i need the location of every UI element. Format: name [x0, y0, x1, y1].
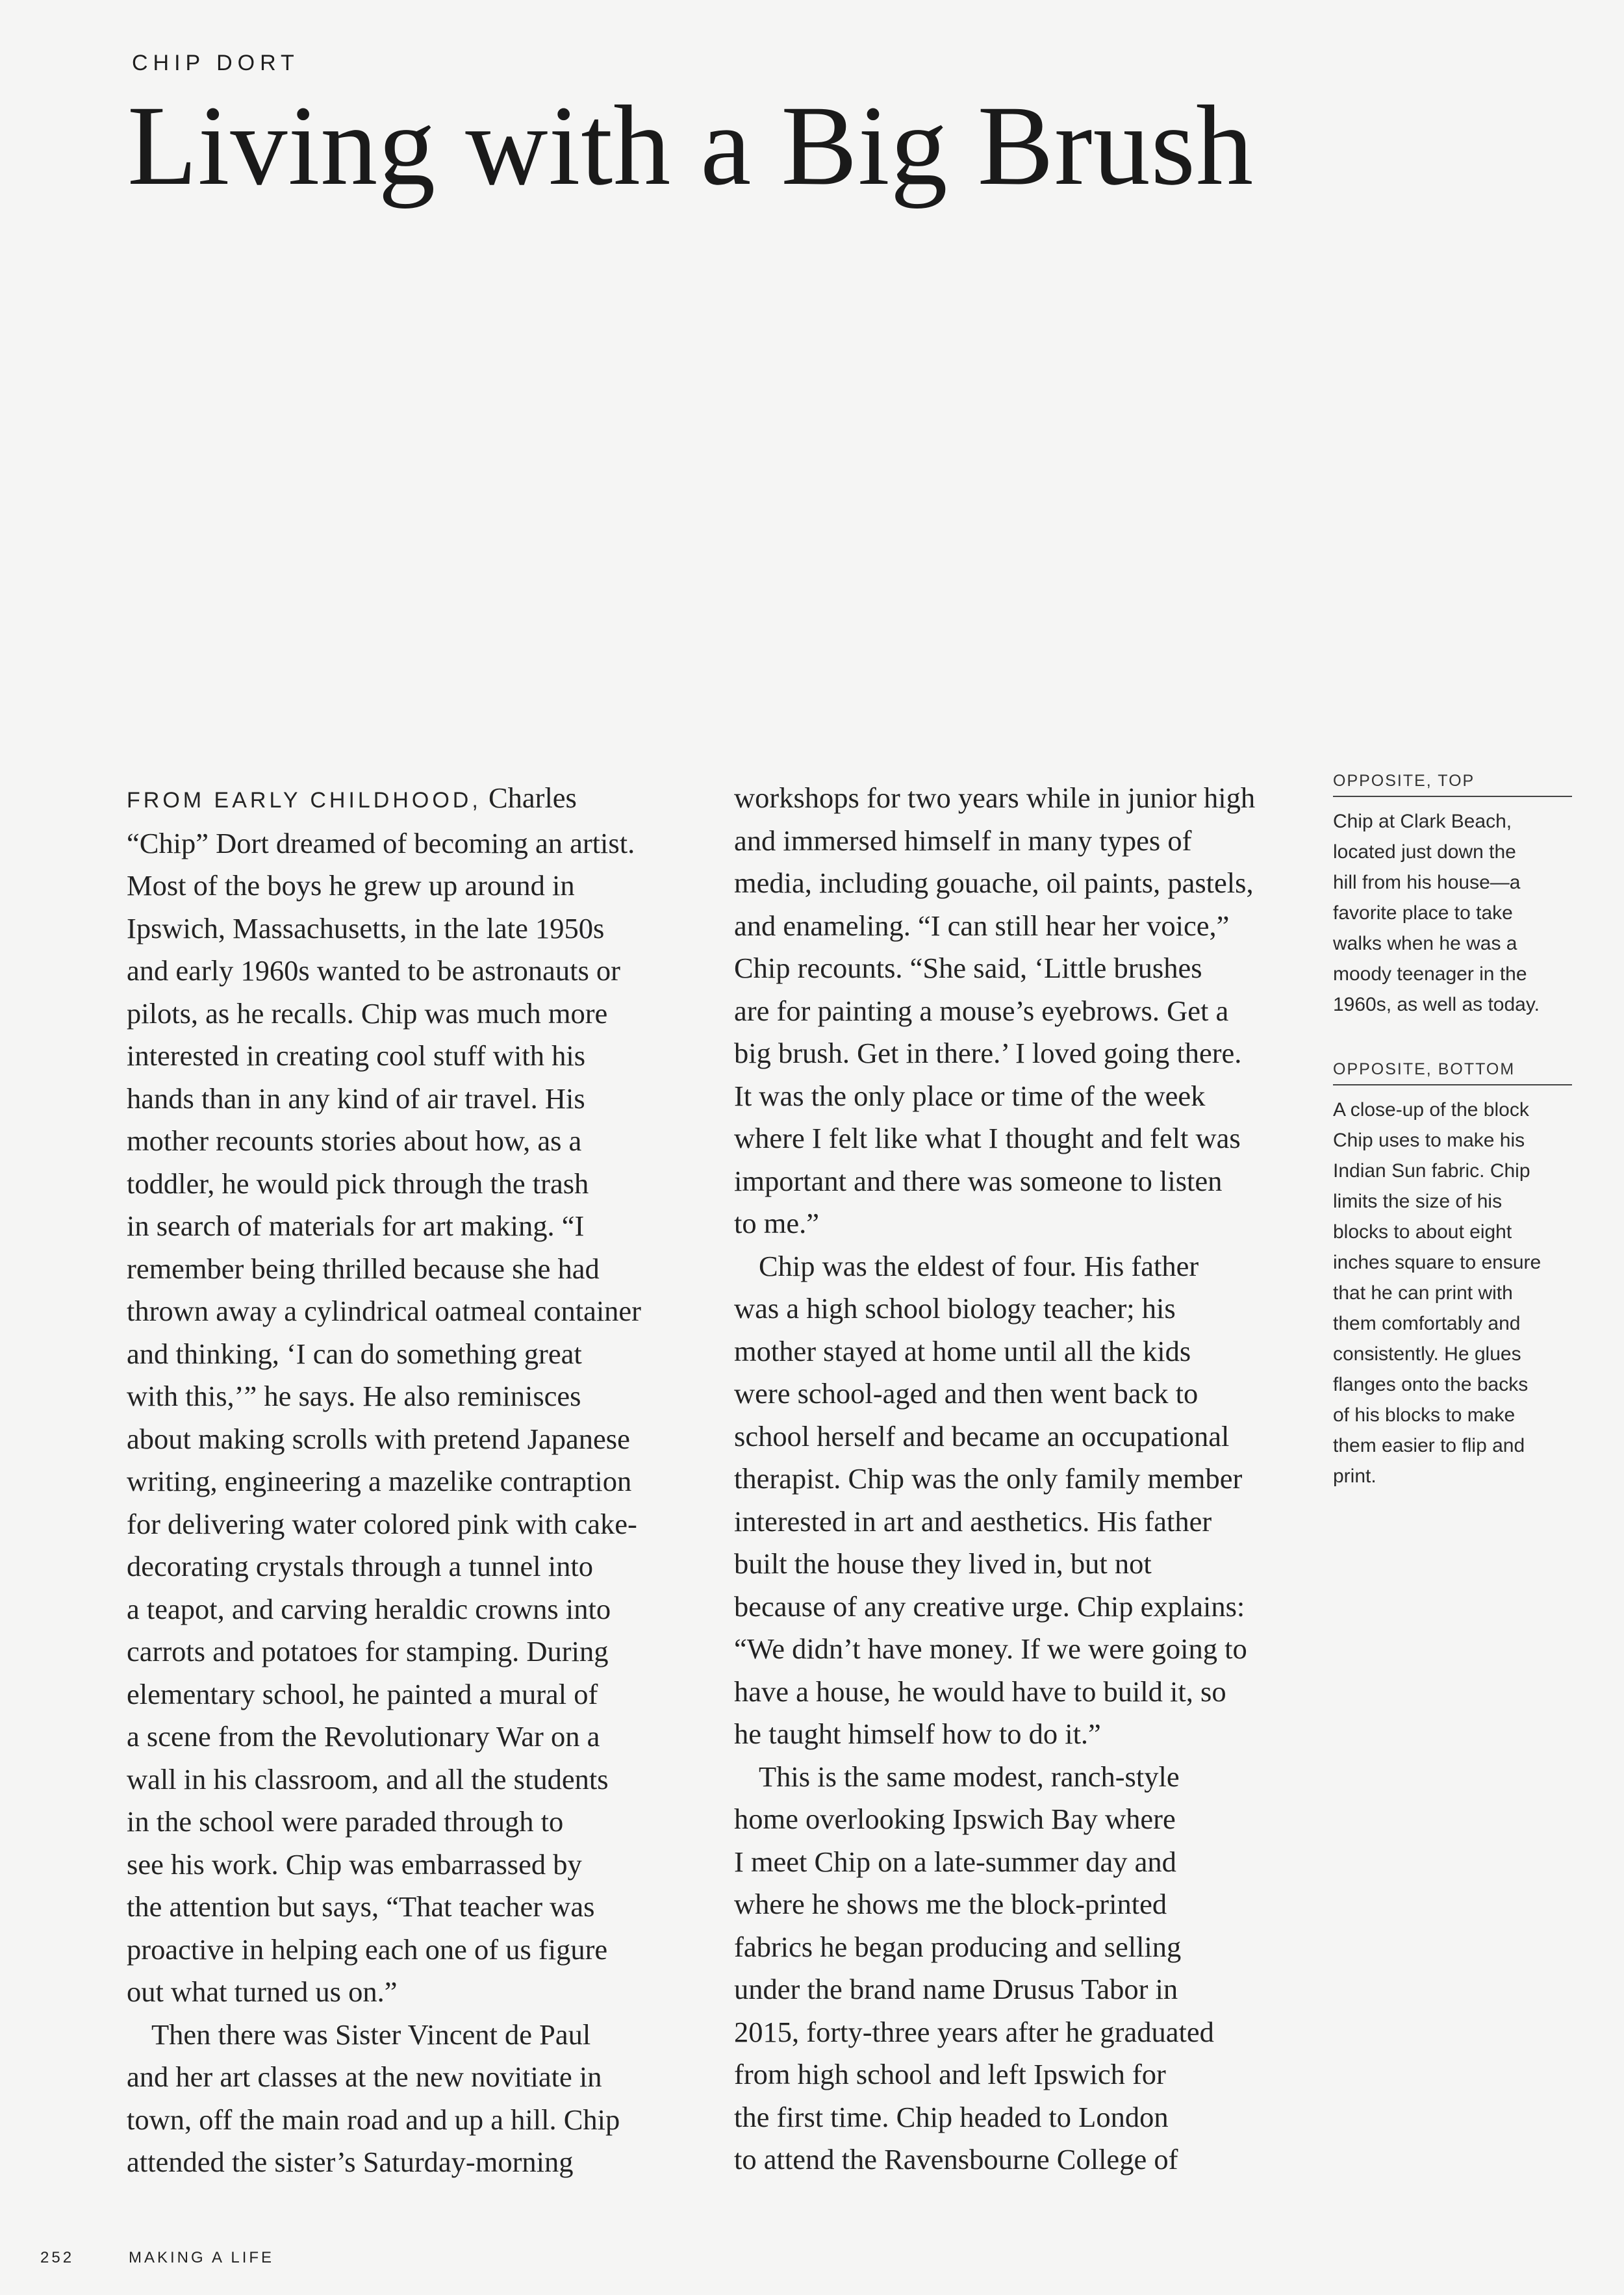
text-line: toddler, he would pick through the trash	[127, 1167, 589, 1200]
text-line: and early 1960s wanted to be astronauts or	[127, 954, 620, 987]
text-line: decorating crystals through a tunnel into	[127, 1550, 593, 1582]
caption-line: hill from his house—a	[1333, 872, 1521, 893]
caption-line: Chip at Clark Beach,	[1333, 811, 1512, 832]
text-line: the attention but says, “That teacher was	[127, 1890, 595, 1923]
text-line: “Chip” Dort dreamed of becoming an artist.	[127, 826, 635, 859]
text-line: proactive in helping each one of us figure	[127, 1933, 608, 1966]
text-line: mother recounts stories about how, as a	[127, 1124, 582, 1157]
text-line: out what turned us on.”	[127, 1975, 398, 2008]
caption-line: flanges onto the backs	[1333, 1374, 1529, 1395]
text-line: important and there was someone to listen	[734, 1164, 1223, 1197]
lead-in: FROM EARLY CHILDHOOD,	[127, 788, 481, 813]
text-line: This is the same modest, ranch-style	[759, 1760, 1180, 1793]
paragraph-4	[734, 1245, 1306, 1756]
text-line: in the school were paraded through to	[127, 1805, 564, 1838]
article-kicker: CHIP DORT	[132, 51, 299, 75]
text-line: from high school and left Ipswich for	[734, 2058, 1166, 2090]
article-title: Living with a Big Brush	[127, 82, 1254, 209]
text-line: Chip recounts. “She said, ‘Little brushes	[734, 952, 1202, 984]
text-line: workshops for two years while in junior high	[734, 781, 1256, 814]
text-line: attended the sister’s Saturday-morning	[127, 2146, 574, 2178]
caption-line: moody teenager in the	[1333, 963, 1527, 985]
text-line: built the house they lived in, but not	[734, 1547, 1152, 1580]
text-line: Charles	[481, 781, 577, 814]
text-line: “We didn’t have money. If we were going to	[734, 1632, 1247, 1665]
text-line: writing, engineering a mazelike contraption	[127, 1465, 632, 1497]
text-line: Then there was Sister Vincent de Paul	[151, 2018, 591, 2051]
running-footer: MAKING A LIFE	[129, 2249, 275, 2266]
text-line: are for painting a mouse’s eyebrows. Get a	[734, 994, 1229, 1027]
text-line: was a high school biology teacher; his	[734, 1292, 1176, 1325]
caption-line: located just down the	[1333, 841, 1516, 863]
text-line: see his work. Chip was embarrassed by	[127, 1847, 582, 1881]
text-line: big brush. Get in there.’ I loved going there.	[734, 1037, 1242, 1069]
text-line: with this,’” he says. He also reminisces	[127, 1380, 581, 1412]
caption-bottom	[1333, 1060, 1572, 1491]
text-line: about making scrolls with pretend Japanese	[127, 1422, 630, 1455]
text-line: the first time. Chip headed to London	[734, 2100, 1169, 2133]
text-line: interested in art and aesthetics. His father	[734, 1504, 1212, 1538]
text-line: wall in his classroom, and all the students	[127, 1762, 609, 1795]
text-line: and thinking, ‘I can do something great	[127, 1337, 582, 1370]
text-line: elementary school, he painted a mural of	[127, 1677, 598, 1710]
text-line: mother stayed at home until all the kids	[734, 1334, 1191, 1367]
body-column-1	[127, 777, 698, 2184]
caption-line: inches square to ensure	[1333, 1252, 1542, 1273]
text-line: Most of the boys he grew up around in	[127, 869, 575, 902]
text-line: pilots, as he recalls. Chip was much more	[127, 996, 608, 1030]
caption-line: Chip uses to make his	[1333, 1130, 1525, 1151]
caption-line: them comfortably and	[1333, 1313, 1521, 1334]
text-line: and enameling. “I can still hear her voice,”	[734, 909, 1230, 942]
text-line: and immersed himself in many types of	[734, 824, 1192, 857]
text-line: school herself and became an occupational	[734, 1419, 1230, 1452]
text-line: Ipswich, Massachusetts, in the late 1950s	[127, 911, 605, 945]
paragraph-2	[127, 2014, 698, 2184]
text-line: Chip was the eldest of four. His father	[759, 1249, 1199, 1282]
text-line: were school-aged and then went back to	[734, 1377, 1199, 1410]
text-line: and her art classes at the new novitiate in	[127, 2060, 602, 2093]
text-line: where he shows me the block-printed	[734, 1888, 1167, 1920]
text-line: in search of materials for art making. “I	[127, 1210, 585, 1242]
caption-line: limits the size of his	[1333, 1191, 1503, 1212]
text-line: It was the only place or time of the week	[734, 1079, 1206, 1112]
text-line: for delivering water colored pink with cake-	[127, 1507, 637, 1540]
text-line: have a house, he would have to build it, so	[734, 1675, 1226, 1708]
caption-line: A close-up of the block	[1333, 1099, 1529, 1121]
caption-line: consistently. He glues	[1333, 1343, 1521, 1365]
caption-line: favorite place to take	[1333, 902, 1513, 924]
text-line: where I felt like what I thought and felt was	[734, 1122, 1241, 1154]
text-line: home overlooking Ipswich Bay where	[734, 1803, 1176, 1835]
caption-top	[1333, 772, 1572, 1020]
page-number: 252	[40, 2249, 75, 2266]
text-line: remember being thrilled because she had	[127, 1252, 600, 1285]
text-line: thrown away a cylindrical oatmeal container	[127, 1295, 642, 1327]
text-line: a scene from the Revolutionary War on a	[127, 1720, 600, 1753]
paragraph-3	[734, 777, 1306, 1245]
text-line: media, including gouache, oil paints, pastels,	[734, 867, 1254, 899]
text-line: to attend the Ravensbourne College of	[734, 2143, 1178, 2175]
text-line: he taught himself how to do it.”	[734, 1718, 1101, 1750]
caption-line: that he can print with	[1333, 1282, 1513, 1304]
text-line: interested in creating cool stuff with his	[127, 1039, 586, 1072]
caption-text	[1333, 806, 1572, 1020]
text-line: carrots and potatoes for stamping. During	[127, 1635, 609, 1667]
body-column-2	[734, 777, 1306, 2181]
paragraph-5	[734, 1756, 1306, 2181]
text-line: a teapot, and carving heraldic crowns into	[127, 1592, 611, 1625]
caption-line: walks when he was a	[1333, 933, 1517, 954]
text-line: hands than in any kind of air travel. His	[127, 1082, 585, 1115]
caption-text	[1333, 1095, 1572, 1491]
caption-line: print.	[1333, 1465, 1377, 1487]
text-line: I meet Chip on a late-summer day and	[734, 1845, 1176, 1878]
caption-label: OPPOSITE, BOTTOM	[1333, 1060, 1572, 1085]
text-line: under the brand name Drusus Tabor in	[734, 1973, 1178, 2005]
text-line: town, off the main road and up a hill. Chip	[127, 2103, 620, 2136]
caption-line: Indian Sun fabric. Chip	[1333, 1160, 1530, 1182]
caption-label: OPPOSITE, TOP	[1333, 772, 1572, 797]
caption-line: them easier to flip and	[1333, 1435, 1525, 1456]
text-line: fabrics he began producing and selling	[734, 1930, 1182, 1963]
text-line: 2015, forty-three years after he graduated	[734, 2015, 1214, 2048]
paragraph-1	[127, 777, 698, 2014]
caption-line: 1960s, as well as today.	[1333, 994, 1540, 1015]
text-line: because of any creative urge. Chip explains:	[734, 1590, 1245, 1623]
caption-line: of his blocks to make	[1333, 1404, 1516, 1426]
text-line: to me.”	[734, 1207, 819, 1239]
caption-line: blocks to about eight	[1333, 1221, 1512, 1243]
text-line: therapist. Chip was the only family member	[734, 1462, 1243, 1495]
